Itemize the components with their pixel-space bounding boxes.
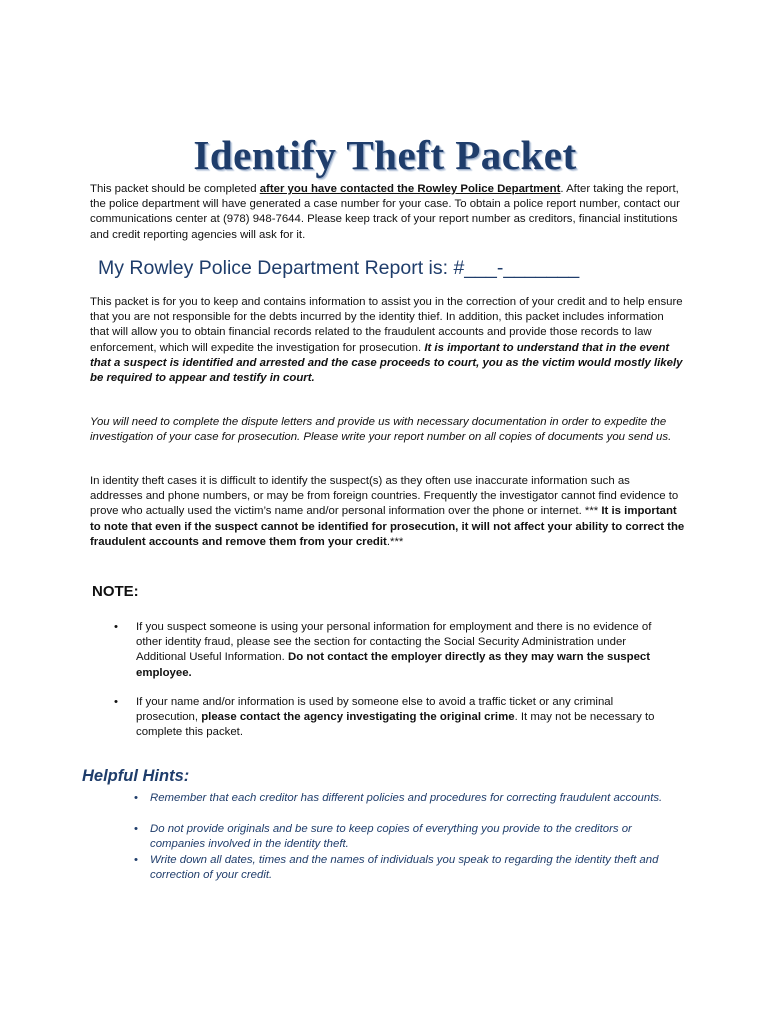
note-bullet-glyph: • xyxy=(114,696,118,708)
suspect-tail: .*** xyxy=(386,535,404,548)
packet-info-emphasis: It is important to understand that in the event that a suspect is identified and arrested and the case proceeds to court, you as the victim would mostly likely be required to appear and testify in court. xyxy=(90,341,683,385)
intro-bold-text: after you have contacted the Rowley Police Department xyxy=(259,183,561,195)
hint-item xyxy=(134,853,674,883)
suspect-bold-text: It is important to note that even if the suspect cannot be identified for prosecution, it will not affect your ability to correct the fraudulent accounts and remove them from your credit xyxy=(90,505,685,548)
dispute-paragraph: You will need to complete the dispute letters and provide us with necessary documentation in order to expedite the investigation of your case for prosecution. Please write your report number on all copies of documents you send us. xyxy=(90,416,672,444)
note-item-text: If your name and/or information is used by someone else to avoid a traffic ticket or any criminal prosecution, xyxy=(136,696,614,724)
intro-paragraph xyxy=(90,182,685,243)
note-item xyxy=(136,620,676,681)
hint-item-text: Remember that each creditor has different policies and procedures for correcting fraudulent accounts. xyxy=(150,792,663,804)
hint-bullet-glyph: • xyxy=(134,854,138,866)
hint-item-text: Do not provide originals and be sure to keep copies of everything you provide to the creditors or companies involved in the identity theft. xyxy=(150,823,632,851)
report-number-line: My Rowley Police Department Report is: #___-_______ xyxy=(98,257,580,279)
intro-text-2: . After taking the report, the police department will have generated a case number for your case. To obtain a police report number, contact our communications center at (978) 948-7644. Please keep track of your report number as creditors, financial institutions and credit reporting agencies will ask for it. xyxy=(90,183,680,241)
suspect-text: In identity theft cases it is difficult to identify the suspect(s) as they often use inaccurate information such as addresses and phone numbers, or may be from foreign countries. Frequently the investigator cannot find evidence to prove who actually used the victim’s name and/or personal information over the phone or internet. *** xyxy=(90,475,679,518)
packet-info-paragraph xyxy=(90,295,685,386)
note-item-text: If you suspect someone is using your personal information for employment and there is no evidence of other identity fraud, please see the section for contacting the Social Security Administration under Additional Useful Information. xyxy=(136,621,652,664)
hint-bullet-glyph: • xyxy=(134,792,138,804)
hint-item xyxy=(134,822,674,852)
note-item-tail: . It may not be necessary to complete this packet. xyxy=(136,711,655,739)
suspect-paragraph xyxy=(90,474,685,550)
hint-item xyxy=(134,791,674,806)
note-bullet-glyph: • xyxy=(114,621,118,633)
hint-bullet-glyph: • xyxy=(134,823,138,835)
note-item-bold: Do not contact the employer directly as they may warn the suspect employee. xyxy=(136,651,651,679)
intro-text-1: This packet should be completed xyxy=(90,183,260,195)
note-item xyxy=(136,695,676,741)
hint-item-text: Write down all dates, times and the names of individuals you speak to regarding the identity theft and correction of your credit. xyxy=(150,854,659,882)
helpful-hints-heading: Helpful Hints: xyxy=(82,767,190,785)
note-item-bold: please contact the agency investigating the original crime xyxy=(201,711,515,724)
page-title: Identify Theft Packet xyxy=(193,132,577,179)
packet-info-text: This packet is for you to keep and contains information to assist you in the correction of your credit and to help ensure that you are not responsible for the debts incurred by the identity thief. In addition, this packet includes information that will allow you to obtain financial records related to the fraudulent accounts and provide those records to law enforcement, which will expedite the investigation for prosecution. xyxy=(90,296,683,354)
note-heading: NOTE: xyxy=(92,583,139,600)
